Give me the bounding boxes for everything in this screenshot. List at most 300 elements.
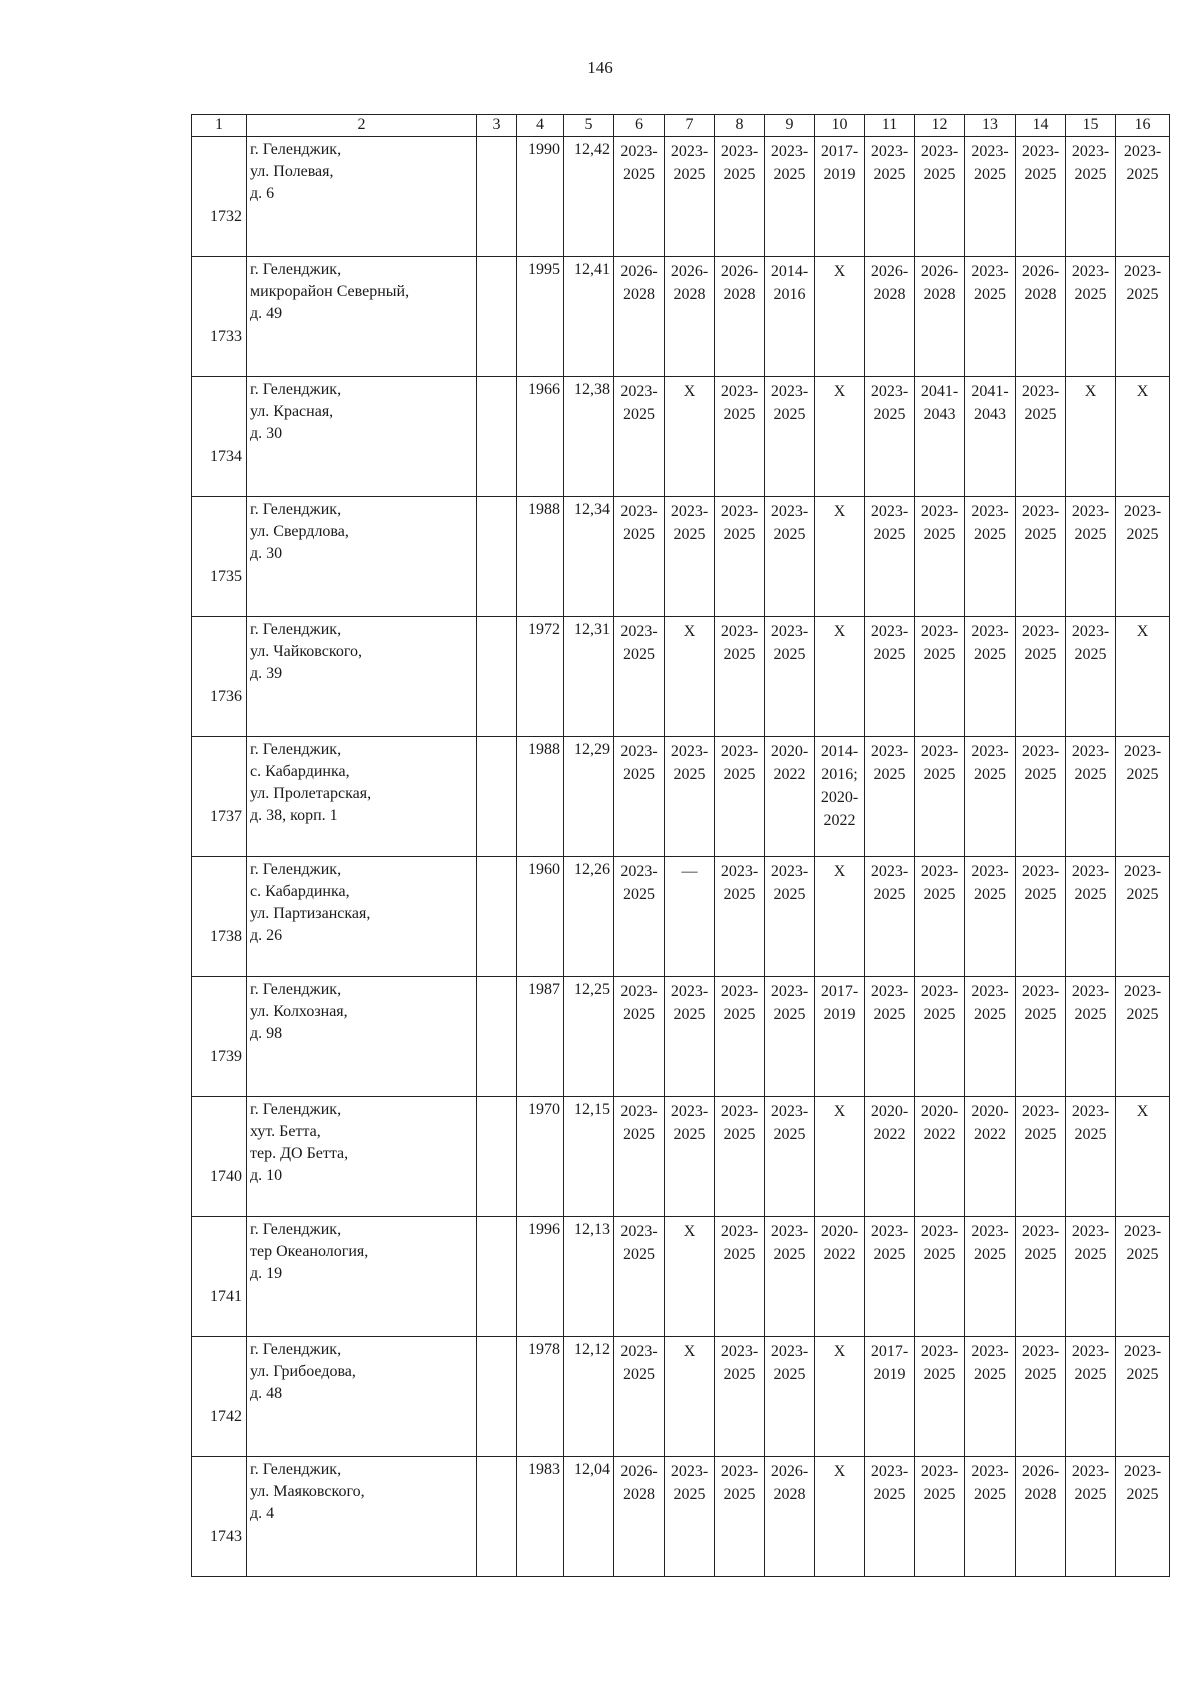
address-line: д. 19 [250, 1265, 283, 1282]
period-line: 2026- [1021, 1463, 1060, 1480]
address-cell [247, 137, 477, 257]
period-line: 2025 [1024, 406, 1057, 423]
period-line: 2022 [823, 812, 856, 829]
period-line: 2023- [620, 623, 658, 640]
period-line: 2023- [1123, 1463, 1162, 1480]
address-cell [247, 737, 477, 857]
period-line: 2025 [873, 406, 906, 423]
period-cell-col-13 [965, 617, 1016, 737]
period-cell-col-6 [614, 1457, 665, 1577]
period-cell-col-11 [865, 137, 915, 257]
period-cell-col-14 [1016, 617, 1066, 737]
period-line: 2023- [971, 143, 1009, 160]
period-line: 2023- [720, 863, 759, 880]
period-cell-col-7 [665, 977, 715, 1097]
period-line: 2025 [1024, 766, 1057, 783]
period-line: 2025 [923, 886, 956, 903]
period-cell-col-8 [715, 1097, 765, 1217]
period-line: 2028 [923, 286, 956, 303]
period-cell-col-6 [614, 737, 665, 857]
period-cell-col-12 [915, 977, 965, 1097]
column-3-cell [477, 857, 517, 977]
period-line: 2023- [1071, 1223, 1110, 1240]
period-line: 2016 [773, 286, 806, 303]
period-line: 2025 [623, 886, 655, 903]
period-line: 2025 [923, 526, 956, 543]
year-cell: 1978 [517, 1337, 564, 1457]
period-line: 2023- [1071, 503, 1110, 520]
period-line: 2023- [620, 1223, 658, 1240]
period-line: 2041- [971, 383, 1009, 400]
period-line: 2025 [1126, 886, 1159, 903]
period-line: 2025 [1074, 1126, 1107, 1143]
period-line: 2025 [1126, 526, 1159, 543]
period-line: 2025 [723, 406, 756, 423]
period-line: 2020- [920, 1103, 959, 1120]
period-line: 2025 [623, 166, 655, 183]
period-line: 2025 [673, 766, 706, 783]
period-line: 2025 [873, 886, 906, 903]
period-line: 2023- [920, 983, 959, 1000]
column-header-11: 11 [865, 115, 915, 137]
year-cell: 1972 [517, 617, 564, 737]
table-row [192, 377, 1170, 497]
period-cell-col-16 [1116, 1097, 1170, 1217]
period-line: 2026- [1021, 263, 1060, 280]
period-line: 2025 [1024, 526, 1057, 543]
column-3-cell [477, 377, 517, 497]
period-line: 2020- [971, 1103, 1009, 1120]
period-cell-col-6 [614, 257, 665, 377]
period-cell-col-10 [815, 617, 865, 737]
period-line: 2023- [620, 1343, 658, 1360]
period-line: 2022 [923, 1126, 956, 1143]
period-line: 2023- [971, 503, 1009, 520]
period-line: 2023- [1071, 143, 1110, 160]
period-cell-col-8 [715, 1457, 765, 1577]
period-line: 2025 [873, 1006, 906, 1023]
period-line: 2025 [1024, 166, 1057, 183]
address-line: г. Геленджик, [250, 1221, 342, 1238]
period-cell-col-6 [614, 1217, 665, 1337]
address-line: д. 4 [250, 1505, 275, 1522]
period-line: 2025 [1024, 1006, 1057, 1023]
period-cell-col-16 [1116, 617, 1170, 737]
period-line: 2023- [1071, 1463, 1110, 1480]
table-row [192, 1097, 1170, 1217]
period-cell-col-11 [865, 1457, 915, 1577]
column-header-6: 6 [614, 115, 665, 137]
period-line: 2023- [1123, 1343, 1162, 1360]
period-cell-col-11 [865, 257, 915, 377]
address-line: тер Океанология, [250, 1243, 369, 1260]
registry-table [191, 114, 1170, 1577]
period-line: 2025 [873, 766, 906, 783]
period-line: 2025 [623, 1366, 655, 1383]
period-line: 2025 [873, 1486, 906, 1503]
period-line: 2025 [723, 1006, 756, 1023]
period-line: 2025 [1024, 646, 1057, 663]
column-3-cell [477, 617, 517, 737]
row-number: 1739 [192, 977, 247, 1097]
period-line: 2025 [623, 1126, 655, 1143]
period-cell-col-9 [765, 257, 815, 377]
period-cell-col-15 [1066, 617, 1116, 737]
address-line: д. 48 [250, 1385, 283, 1402]
period-line: 2023- [770, 143, 809, 160]
area-cell: 12,38 [564, 377, 614, 497]
period-line: 2020- [870, 1103, 909, 1120]
table-row [192, 497, 1170, 617]
period-line: 2023- [620, 983, 658, 1000]
period-line: X [1084, 383, 1097, 400]
period-line: 2026- [770, 1463, 809, 1480]
period-line: 2023- [1123, 503, 1162, 520]
period-cell-col-11 [865, 857, 915, 977]
period-line: 2025 [1074, 1246, 1107, 1263]
period-line: 2023- [971, 623, 1009, 640]
period-cell-col-9 [765, 857, 815, 977]
column-header-7: 7 [665, 115, 715, 137]
period-line: 2020- [770, 743, 809, 760]
period-cell-col-8 [715, 1217, 765, 1337]
column-header-16: 16 [1116, 115, 1170, 137]
period-line: 2023- [1071, 263, 1110, 280]
row-number: 1738 [192, 857, 247, 977]
period-cell-col-9 [765, 1217, 815, 1337]
period-cell-col-6 [614, 857, 665, 977]
period-line: 2023- [620, 1103, 658, 1120]
year-cell: 1966 [517, 377, 564, 497]
address-line: д. 38, корп. 1 [250, 807, 338, 824]
period-line: X [833, 1463, 846, 1480]
period-cell-col-10 [815, 1097, 865, 1217]
period-line: 2025 [873, 1246, 906, 1263]
address-line: ул. Грибоедова, [250, 1363, 356, 1380]
period-line: 2025 [673, 1126, 706, 1143]
column-header-8: 8 [715, 115, 765, 137]
row-number: 1741 [192, 1217, 247, 1337]
period-line: 2025 [673, 166, 706, 183]
area-cell: 12,41 [564, 257, 614, 377]
period-line: 2023- [971, 863, 1009, 880]
period-line: 2025 [1074, 886, 1107, 903]
column-header-5: 5 [564, 115, 614, 137]
period-line: 2023- [720, 1103, 759, 1120]
period-cell-col-7 [665, 257, 715, 377]
period-line: 2025 [974, 286, 1006, 303]
period-cell-col-7 [665, 617, 715, 737]
period-line: 2023- [720, 623, 759, 640]
period-line: 2023- [1021, 503, 1060, 520]
row-number: 1742 [192, 1337, 247, 1457]
period-cell-col-11 [865, 497, 915, 617]
period-line: 2025 [723, 526, 756, 543]
period-line: 2025 [1126, 1246, 1159, 1263]
period-line: 2022 [773, 766, 806, 783]
period-cell-col-14 [1016, 1337, 1066, 1457]
address-line: г. Геленджик, [250, 261, 342, 278]
period-cell-col-8 [715, 977, 765, 1097]
year-cell: 1988 [517, 497, 564, 617]
period-cell-col-11 [865, 1097, 915, 1217]
period-cell-col-8 [715, 617, 765, 737]
column-3-cell [477, 977, 517, 1097]
period-cell-col-16 [1116, 977, 1170, 1097]
period-line: 2023- [770, 383, 809, 400]
period-line: 2025 [773, 1366, 806, 1383]
address-line: ул. Чайковского, [250, 643, 362, 660]
period-line: 2022 [974, 1126, 1006, 1143]
period-line: 2023- [770, 1103, 809, 1120]
period-line: 2023- [620, 143, 658, 160]
period-line: 2025 [923, 766, 956, 783]
period-cell-col-7 [665, 1217, 715, 1337]
period-line: 2023- [1021, 143, 1060, 160]
address-line: г. Геленджик, [250, 1461, 342, 1478]
column-header-10: 10 [815, 115, 865, 137]
address-cell [247, 257, 477, 377]
address-line: г. Геленджик, [250, 861, 342, 878]
period-line: 2023- [1021, 1223, 1060, 1240]
period-cell-col-13 [965, 1337, 1016, 1457]
period-line: 2023- [720, 1223, 759, 1240]
row-number: 1740 [192, 1097, 247, 1217]
period-line: X [833, 383, 846, 400]
period-cell-col-9 [765, 1097, 815, 1217]
area-cell: 12,15 [564, 1097, 614, 1217]
period-cell-col-15 [1066, 137, 1116, 257]
period-line: 2023- [920, 1343, 959, 1360]
period-line: 2023- [1071, 1343, 1110, 1360]
period-cell-col-14 [1016, 257, 1066, 377]
area-cell: 12,04 [564, 1457, 614, 1577]
period-cell-col-13 [965, 737, 1016, 857]
period-line: 2023- [971, 1343, 1009, 1360]
period-cell-col-16 [1116, 737, 1170, 857]
period-line: 2023- [720, 743, 759, 760]
period-cell-col-13 [965, 1217, 1016, 1337]
period-cell-col-7 [665, 737, 715, 857]
address-line: д. 6 [250, 185, 275, 202]
period-cell-col-8 [715, 137, 765, 257]
period-cell-col-6 [614, 137, 665, 257]
period-line: 2025 [974, 1006, 1006, 1023]
period-cell-col-13 [965, 1457, 1016, 1577]
address-line: ул. Маяковского, [250, 1483, 365, 1500]
column-header-14: 14 [1016, 115, 1066, 137]
period-line: 2025 [873, 526, 906, 543]
year-cell: 1996 [517, 1217, 564, 1337]
period-cell-col-6 [614, 617, 665, 737]
period-line: 2025 [1074, 1006, 1107, 1023]
address-cell [247, 857, 477, 977]
period-line: 2025 [1126, 1366, 1159, 1383]
period-cell-col-10 [815, 377, 865, 497]
period-line: 2025 [923, 166, 956, 183]
period-cell-col-10 [815, 257, 865, 377]
period-line: X [1136, 1103, 1149, 1120]
year-cell: 1987 [517, 977, 564, 1097]
period-line: 2023- [920, 863, 959, 880]
period-cell-col-15 [1066, 1457, 1116, 1577]
period-line: 2025 [723, 766, 756, 783]
column-3-cell [477, 497, 517, 617]
table-row [192, 1457, 1170, 1577]
address-line: с. Кабардинка, [250, 883, 350, 900]
table-row [192, 1217, 1170, 1337]
period-line: 2023- [770, 1223, 809, 1240]
period-cell-col-12 [915, 1217, 965, 1337]
period-cell-col-12 [915, 1337, 965, 1457]
period-line: 2026- [670, 263, 709, 280]
address-line: г. Геленджик, [250, 1341, 342, 1358]
address-cell [247, 377, 477, 497]
period-line: 2023- [770, 623, 809, 640]
period-line: 2023- [1071, 1103, 1110, 1120]
period-line: 2025 [974, 1486, 1006, 1503]
period-cell-col-12 [915, 617, 965, 737]
period-cell-col-15 [1066, 257, 1116, 377]
period-cell-col-6 [614, 1337, 665, 1457]
period-cell-col-12 [915, 257, 965, 377]
period-line: 2023- [670, 1463, 709, 1480]
period-line: X [683, 1223, 696, 1240]
period-line: 2016; [821, 766, 858, 783]
period-cell-col-9 [765, 1457, 815, 1577]
period-line: 2023- [1021, 1343, 1060, 1360]
period-cell-col-15 [1066, 1217, 1116, 1337]
period-line: 2043 [974, 406, 1006, 423]
address-line: г. Геленджик, [250, 381, 342, 398]
period-line: 2025 [673, 1006, 706, 1023]
column-header-1: 1 [192, 115, 247, 137]
period-line: 2023- [1071, 623, 1110, 640]
period-line: 2043 [923, 406, 956, 423]
header-row [192, 115, 1170, 137]
address-line: тер. ДО Бетта, [250, 1145, 349, 1162]
period-line: 2023- [720, 143, 759, 160]
period-line: 2023- [1021, 863, 1060, 880]
period-line: 2023- [870, 503, 909, 520]
area-cell: 12,25 [564, 977, 614, 1097]
period-cell-col-8 [715, 1337, 765, 1457]
period-line: 2025 [723, 1126, 756, 1143]
address-line: г. Геленджик, [250, 1101, 342, 1118]
period-line: X [683, 623, 696, 640]
period-line: 2023- [620, 503, 658, 520]
address-line: с. Кабардинка, [250, 763, 350, 780]
period-line: 2023- [720, 983, 759, 1000]
column-header-9: 9 [765, 115, 815, 137]
period-cell-col-11 [865, 1337, 915, 1457]
period-line: 2025 [1074, 526, 1107, 543]
period-line: 2019 [823, 1006, 856, 1023]
period-line: 2028 [623, 1486, 655, 1503]
period-line: 2025 [974, 166, 1006, 183]
row-number: 1737 [192, 737, 247, 857]
period-line: 2017- [870, 1343, 909, 1360]
address-line: д. 30 [250, 425, 283, 442]
period-line: 2025 [1074, 1486, 1107, 1503]
period-line: 2023- [870, 383, 909, 400]
period-line: X [833, 1343, 846, 1360]
address-line: г. Геленджик, [250, 621, 342, 638]
period-cell-col-13 [965, 137, 1016, 257]
period-line: 2025 [723, 886, 756, 903]
period-cell-col-7 [665, 1337, 715, 1457]
address-line: г. Геленджик, [250, 141, 342, 158]
period-line: 2025 [1074, 166, 1107, 183]
period-line: 2026- [620, 263, 658, 280]
period-cell-col-15 [1066, 1097, 1116, 1217]
period-cell-col-8 [715, 497, 765, 617]
period-line: 2025 [773, 1246, 806, 1263]
table-body [192, 137, 1170, 1577]
period-cell-col-13 [965, 377, 1016, 497]
period-cell-col-15 [1066, 1337, 1116, 1457]
period-line: 2023- [1021, 623, 1060, 640]
year-cell: 1995 [517, 257, 564, 377]
period-line: X [833, 1103, 846, 1120]
period-line: 2023- [670, 1103, 709, 1120]
period-cell-col-11 [865, 617, 915, 737]
period-cell-col-9 [765, 737, 815, 857]
period-line: 2025 [773, 1006, 806, 1023]
column-3-cell [477, 1337, 517, 1457]
period-cell-col-6 [614, 1097, 665, 1217]
period-cell-col-14 [1016, 137, 1066, 257]
period-cell-col-6 [614, 377, 665, 497]
period-cell-col-16 [1116, 257, 1170, 377]
year-cell: 1960 [517, 857, 564, 977]
column-header-3: 3 [477, 115, 517, 137]
period-line: 2023- [1021, 1103, 1060, 1120]
period-line: 2023- [920, 503, 959, 520]
period-line: 2023- [971, 1463, 1009, 1480]
period-line: 2025 [923, 1006, 956, 1023]
period-line: 2025 [673, 1486, 706, 1503]
period-line: 2025 [623, 406, 655, 423]
column-header-2: 2 [247, 115, 477, 137]
period-line: 2023- [720, 503, 759, 520]
period-cell-col-14 [1016, 977, 1066, 1097]
area-cell: 12,12 [564, 1337, 614, 1457]
table-header [192, 115, 1170, 137]
period-line: 2023- [920, 743, 959, 760]
period-line: 2020- [820, 1223, 859, 1240]
row-number: 1734 [192, 377, 247, 497]
period-line: 2023- [870, 1463, 909, 1480]
period-line: 2025 [1126, 1486, 1159, 1503]
period-line: 2019 [823, 166, 856, 183]
period-cell-col-13 [965, 977, 1016, 1097]
period-cell-col-9 [765, 377, 815, 497]
period-line: 2023- [670, 983, 709, 1000]
address-cell [247, 617, 477, 737]
period-line: 2023- [870, 863, 909, 880]
column-header-4: 4 [517, 115, 564, 137]
period-line: 2023- [1123, 263, 1162, 280]
period-line: 2022 [823, 1246, 856, 1263]
year-cell: 1990 [517, 137, 564, 257]
area-cell: 12,42 [564, 137, 614, 257]
period-line: 2025 [1024, 1366, 1057, 1383]
period-line: 2028 [623, 286, 655, 303]
period-cell-col-8 [715, 377, 765, 497]
period-cell-col-14 [1016, 377, 1066, 497]
period-line: 2025 [974, 766, 1006, 783]
